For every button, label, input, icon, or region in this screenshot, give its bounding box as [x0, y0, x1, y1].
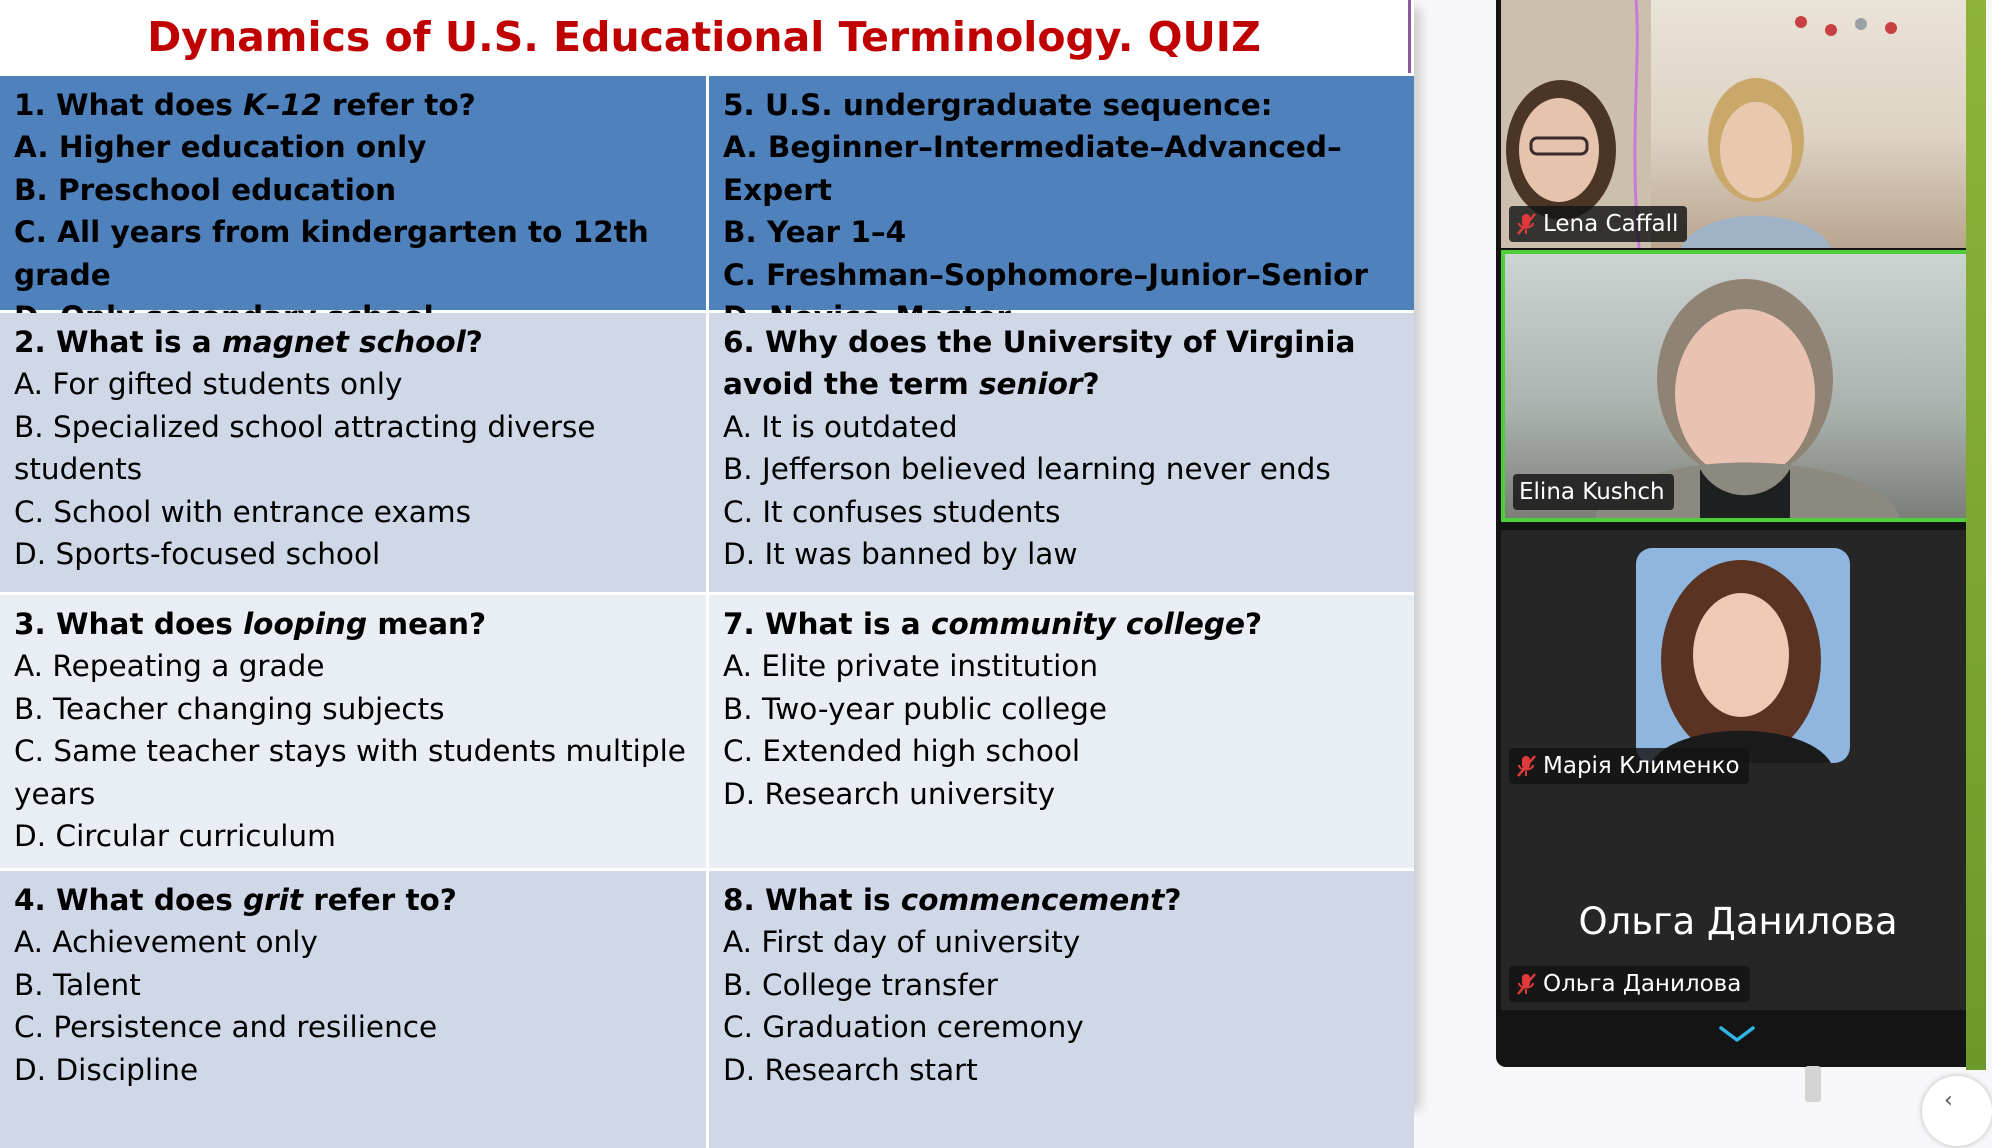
answer-option: B. Specialized school attracting diverse students: [14, 409, 596, 487]
answer-option: B. Jefferson believed learning never ends: [723, 452, 1331, 487]
question-cell-5: [706, 76, 1414, 310]
answer-option: C. Freshman–Sophomore–Junior–Senior: [723, 257, 1368, 292]
answer-option: D. Discipline: [14, 1052, 199, 1087]
question-text: 2. What is a magnet school?: [14, 325, 483, 359]
answer-option: B. Two-year public college: [723, 691, 1107, 726]
answer-option: D. Research start: [723, 1052, 978, 1087]
mic-off-icon: [1515, 754, 1537, 778]
participant-tile-elina[interactable]: [1501, 250, 1975, 522]
answer-option: B. Teacher changing subjects: [14, 691, 445, 726]
question-text: 3. What does looping mean?: [14, 607, 487, 641]
answer-option: C. Graduation ceremony: [723, 1010, 1084, 1045]
answer-option: D. Research university: [723, 776, 1056, 811]
answer-option: A. Repeating a grade: [14, 649, 325, 684]
answer-option: A. Achievement only: [14, 925, 318, 960]
answer-option: B. College transfer: [723, 967, 998, 1002]
chevron-left-icon: ‹: [1944, 1088, 1953, 1113]
answer-option: A. Elite private institution: [723, 649, 1099, 684]
question-text: 7. What is a community college?: [723, 607, 1263, 641]
question-text: 4. What does grit refer to?: [14, 883, 457, 917]
question-text: 5. U.S. undergraduate sequence:: [723, 88, 1273, 122]
participant-name-label: Lena Caffall: [1509, 206, 1687, 242]
answer-option: C. All years from kindergarten to 12th grade: [14, 215, 649, 292]
scrollbar-thumb[interactable]: [1805, 1066, 1821, 1102]
answer-option: B. Talent: [14, 967, 141, 1002]
answer-option: A. For gifted students only: [14, 367, 403, 402]
answer-option: D. It was banned by law: [723, 537, 1078, 572]
participant-display-name: Ольга Данилова: [1578, 900, 1898, 943]
question-text: 6. Why does the University of Virginia avoid the term senior?: [723, 325, 1356, 402]
quiz-table: [0, 76, 1414, 1148]
question-cell-8: [706, 871, 1414, 1148]
participant-name-label: Elina Kushch: [1513, 474, 1674, 510]
participant-avatar: [1501, 530, 1975, 760]
mic-off-icon: [1515, 972, 1537, 996]
question-text: 8. What is commencement?: [723, 883, 1182, 917]
answer-option: D. Sports-focused school: [14, 537, 381, 572]
question-text: 1. What does K–12 refer to?: [14, 88, 476, 122]
video-gallery-panel: [1496, 0, 1980, 1067]
answer-option: C. Extended high school: [723, 734, 1081, 769]
answer-option: B. Preschool education: [14, 172, 397, 207]
chevron-down-icon[interactable]: [1717, 1022, 1757, 1046]
answer-option: D. Circular curriculum: [14, 819, 336, 854]
question-cell-2: [0, 313, 706, 592]
participant-name-label: Ольга Данилова: [1509, 966, 1750, 1002]
question-cell-4: [0, 871, 706, 1148]
answer-option: C. School with entrance exams: [14, 494, 471, 529]
answer-option: C. It confuses students: [723, 494, 1061, 529]
question-cell-6: [706, 313, 1414, 592]
answer-option: A. It is outdated: [723, 409, 958, 444]
question-cell-1: [0, 76, 706, 310]
question-cell-3: [0, 595, 706, 868]
answer-option: B. Year 1–4: [723, 215, 907, 250]
side-edge-strip: [1966, 0, 1986, 1070]
participant-tile-maria[interactable]: [1501, 530, 1975, 1010]
collapse-panel-button[interactable]: [1922, 1076, 1992, 1146]
slide-title: Dynamics of U.S. Educational Terminology. QUIZ: [0, 0, 1411, 73]
participant-tile-lena[interactable]: [1501, 0, 1975, 248]
answer-option: A. First day of university: [723, 925, 1081, 960]
answer-option: C. Persistence and resilience: [14, 1010, 438, 1045]
participant-name-label: Марія Клименко: [1509, 748, 1749, 784]
answer-option: A. Higher education only: [14, 130, 427, 165]
mic-off-icon: [1515, 212, 1537, 236]
answer-option: A. Beginner–Intermediate–Advanced–Expert: [723, 130, 1342, 207]
question-cell-7: [706, 595, 1414, 868]
answer-option: C. Same teacher stays with students multiple years: [14, 734, 686, 811]
